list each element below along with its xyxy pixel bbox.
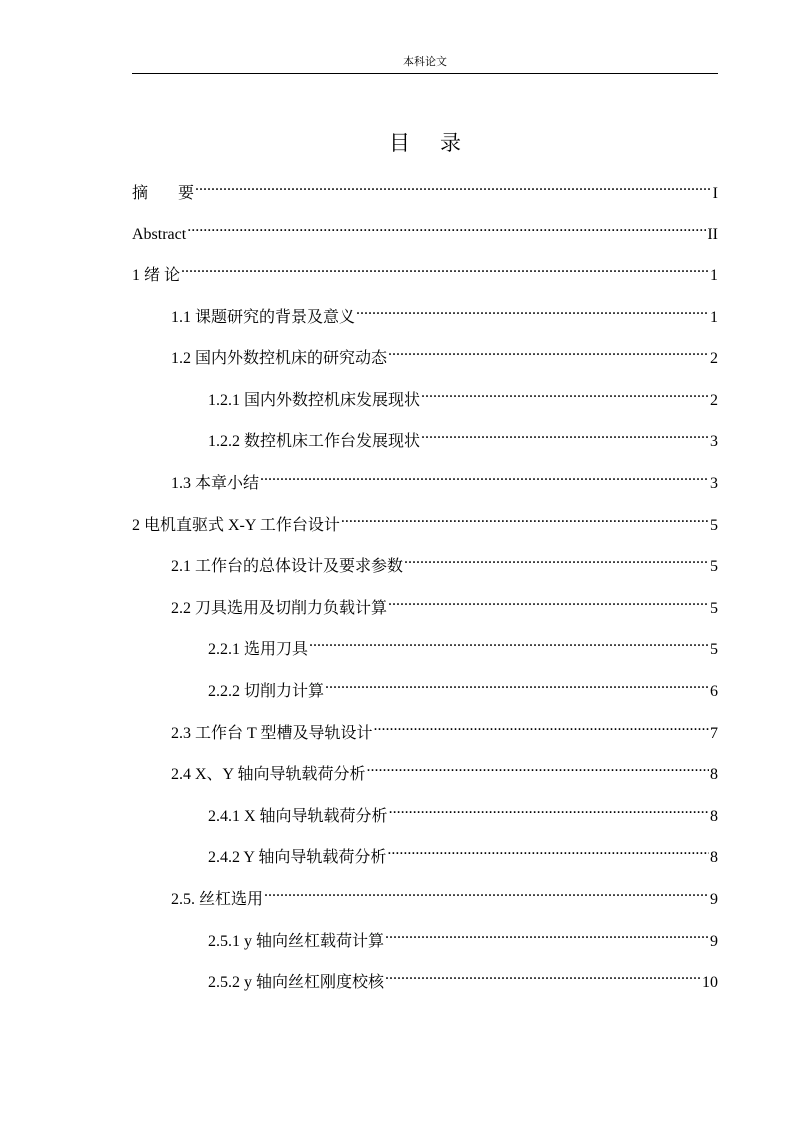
- dot-leader: [260, 464, 709, 488]
- dot-leader: [421, 422, 709, 446]
- dot-leader: [388, 589, 709, 613]
- toc-entry-label: 2.2.1 选用刀具: [208, 641, 309, 658]
- dot-leader: [356, 298, 709, 322]
- toc-entry-label: 2.4.2 Y 轴向导轨载荷分析: [208, 849, 387, 866]
- toc-entry-page: 9: [710, 891, 718, 908]
- toc-entry-1-2-2[interactable]: [208, 422, 718, 450]
- toc-entry-2-4-1[interactable]: [208, 797, 718, 825]
- toc-entry-page: 1: [710, 267, 718, 284]
- toc-entry-page: 7: [710, 725, 718, 742]
- toc-title-char-1: 目: [389, 131, 410, 155]
- toc-entry-label: 2.1 工作台的总体设计及要求参数: [171, 558, 404, 575]
- toc-label-part-2: 要: [178, 185, 195, 202]
- toc-entry-page: 2: [710, 392, 718, 409]
- toc-entry-label: 2.4.1 X 轴向导轨载荷分析: [208, 808, 388, 825]
- toc-entry-2-2-2[interactable]: [208, 672, 718, 700]
- dot-leader: [309, 630, 709, 654]
- toc-label-part-1: 摘: [132, 185, 149, 202]
- toc-entry-2-2[interactable]: [171, 589, 718, 617]
- toc-entry-2-4-2[interactable]: [208, 838, 718, 866]
- toc-entry-2-1[interactable]: [171, 547, 718, 575]
- toc-entry-page: 3: [710, 475, 718, 492]
- toc-entry-label: 1.2.1 国内外数控机床发展现状: [208, 392, 421, 409]
- toc-entry-1-1[interactable]: [171, 298, 718, 326]
- toc-entry-page: 5: [710, 600, 718, 617]
- dot-leader: [389, 797, 709, 821]
- dot-leader: [385, 963, 701, 987]
- toc-entry-label: 1.2 国内外数控机床的研究动态: [171, 350, 388, 367]
- dot-leader: [181, 256, 709, 280]
- toc-entry-ch1[interactable]: [132, 256, 718, 284]
- toc-entry-2-5[interactable]: [171, 880, 718, 908]
- toc-entry-1-3[interactable]: [171, 464, 718, 492]
- toc-entry-1-2[interactable]: [171, 339, 718, 367]
- toc-entry-2-2-1[interactable]: [208, 630, 718, 658]
- dot-leader: [187, 215, 706, 239]
- toc-entry-label: 1 绪 论: [132, 267, 181, 284]
- dot-leader: [264, 880, 709, 904]
- toc-entry-label: 1.2.2 数控机床工作台发展现状: [208, 433, 421, 450]
- toc-entry-label: 1.1 课题研究的背景及意义: [171, 309, 356, 326]
- dot-leader: [385, 922, 709, 946]
- toc-entry-label: 2.5. 丝杠选用: [171, 891, 264, 908]
- toc-entry-page: 3: [710, 433, 718, 450]
- dot-leader: [421, 381, 709, 405]
- toc-entry-page: II: [707, 226, 718, 243]
- toc-entry-2-3[interactable]: [171, 714, 718, 742]
- toc-entry-label: 2 电机直驱式 X-Y 工作台设计: [132, 517, 340, 534]
- dot-leader: [374, 714, 710, 738]
- toc-entry-label: 2.2.2 切削力计算: [208, 683, 325, 700]
- toc-entry-page: 1: [710, 309, 718, 326]
- toc-entry-2-4[interactable]: [171, 755, 718, 783]
- toc-entry-page: I: [712, 185, 718, 202]
- toc-entry-page: 5: [710, 517, 718, 534]
- dot-leader: [367, 755, 709, 779]
- toc-entry-page: 8: [710, 849, 718, 866]
- toc-entry-abstract-cn[interactable]: [132, 174, 718, 202]
- toc-entry-page: 10: [702, 974, 718, 991]
- toc-title-char-2: 录: [440, 131, 461, 155]
- dot-leader: [341, 506, 709, 530]
- toc-entry-page: 8: [710, 766, 718, 783]
- toc-entry-label: 2.5.2 y 轴向丝杠刚度校核: [208, 974, 385, 991]
- toc-entry-ch2[interactable]: [132, 506, 718, 534]
- dot-leader: [387, 838, 709, 862]
- running-header: 本科论文: [403, 56, 447, 68]
- dot-leader: [388, 339, 709, 363]
- toc-entry-page: 5: [710, 641, 718, 658]
- toc-entry-label: Abstract: [132, 226, 187, 243]
- toc-entry-page: 8: [710, 808, 718, 825]
- toc-entry-2-5-2[interactable]: [208, 963, 718, 991]
- toc-entry-1-2-1[interactable]: [208, 381, 718, 409]
- dot-leader: [195, 174, 712, 198]
- dot-leader: [404, 547, 709, 571]
- toc-entry-abstract-en[interactable]: [132, 215, 718, 243]
- toc-entry-label: 2.4 X、Y 轴向导轨载荷分析: [171, 766, 366, 783]
- toc-entry-label: 2.5.1 y 轴向丝杠载荷计算: [208, 933, 385, 950]
- dot-leader: [325, 672, 709, 696]
- toc-entry-2-5-1[interactable]: [208, 922, 718, 950]
- toc-entry-page: 9: [710, 933, 718, 950]
- toc-entry-label: 2.2 刀具选用及切削力负载计算: [171, 600, 388, 617]
- toc-entry-page: 6: [710, 683, 718, 700]
- toc-entry-label: [132, 182, 194, 206]
- toc-entry-label: 1.3 本章小结: [171, 475, 260, 492]
- toc-entry-label: 2.3 工作台 T 型槽及导轨设计: [171, 725, 373, 742]
- toc-entry-page: 2: [710, 350, 718, 367]
- toc-entry-page: 5: [710, 558, 718, 575]
